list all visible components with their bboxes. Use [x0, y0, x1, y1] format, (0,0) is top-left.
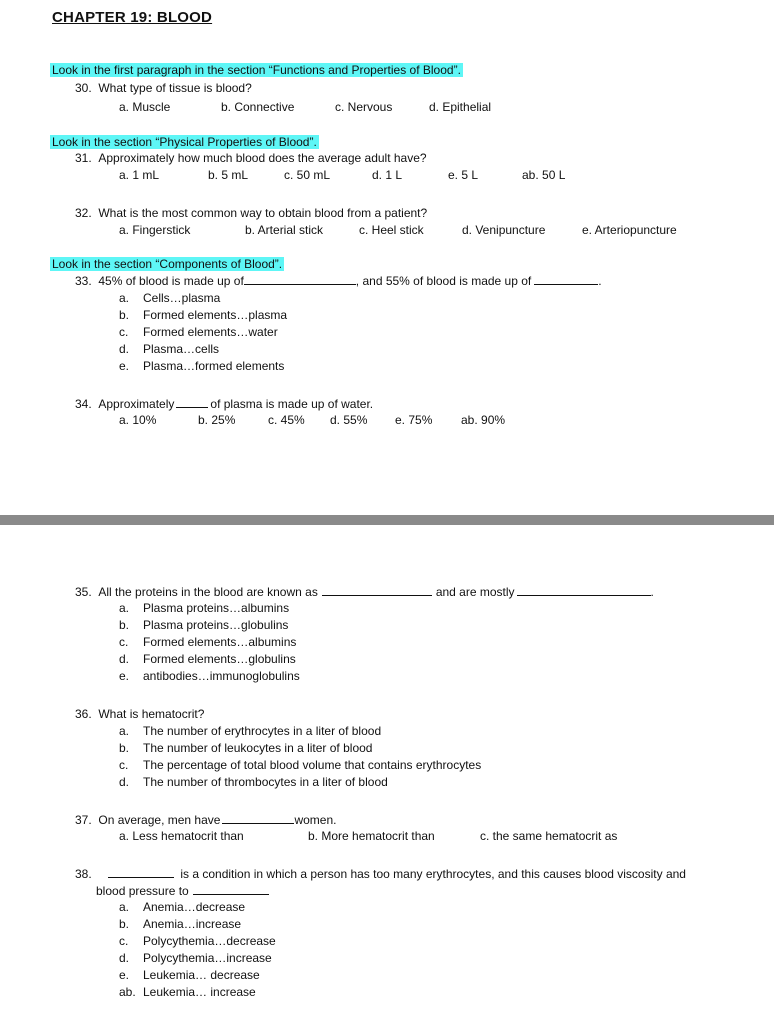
q30-option-b: b. Connective [221, 100, 295, 114]
q31-option-b: b. 5 mL [208, 168, 249, 182]
q32-option-d: d. Venipuncture [462, 223, 546, 237]
answer-blank [517, 584, 651, 596]
q31-option-c: c. 50 mL [284, 168, 331, 182]
q31-option-e: e. 5 L [448, 168, 479, 182]
question-36: 36. What is hematocrit? [75, 707, 205, 721]
answer-blank [244, 273, 356, 285]
q33-option-a: a. Cells…plasma [119, 291, 221, 305]
q35-option-e: e. antibodies…immunoglobulins [119, 669, 300, 683]
question-33: 33. 45% of blood is made up of , and 55% of blood is made up of . [75, 274, 602, 288]
q34-option-c: c. 45% [268, 413, 305, 427]
question-38: 38. is a condition in which a person has too many erythrocytes, and this causes blood viscosity and [75, 867, 686, 881]
q34-option-ab: ab. 90% [461, 413, 506, 427]
q37-option-c: c. the same hematocrit as [480, 829, 618, 843]
answer-blank [108, 866, 174, 878]
q38-option-c: c. Polycythemia…decrease [119, 934, 276, 948]
q30-option-d: d. Epithelial [429, 100, 492, 114]
section-instruction-components: Look in the section “Components of Blood”. [52, 257, 283, 271]
q34-option-a: a. 10% [119, 413, 157, 427]
answer-blank [176, 396, 208, 408]
q35-option-d: d. Formed elements…globulins [119, 652, 296, 666]
q30-option-a: a. Muscle [119, 100, 171, 114]
q35-option-a: a. Plasma proteins…albumins [119, 601, 290, 615]
q31-option-ab: ab. 50 L [522, 168, 566, 182]
q33-option-c: c. Formed elements…water [119, 325, 278, 339]
question-32: 32. What is the most common way to obtain blood from a patient? [75, 206, 428, 220]
q36-option-a: a. The number of erythrocytes in a liter of blood [119, 724, 382, 738]
q38-option-d: d. Polycythemia…increase [119, 951, 272, 965]
question-30: 30. What type of tissue is blood? [75, 81, 252, 95]
q37-option-b: b. More hematocrit than [308, 829, 435, 843]
q32-option-b: b. Arterial stick [245, 223, 324, 237]
q37-option-a: a. Less hematocrit than [119, 829, 244, 843]
q31-option-d: d. 1 L [372, 168, 403, 182]
question-35: 35. All the proteins in the blood are known as and are mostly . [75, 585, 654, 599]
q38-option-e: e. Leukemia… decrease [119, 968, 260, 982]
q33-option-d: d. Plasma…cells [119, 342, 220, 356]
q32-option-a: a. Fingerstick [119, 223, 191, 237]
q34-option-e: e. 75% [395, 413, 433, 427]
q35-option-c: c. Formed elements…albumins [119, 635, 297, 649]
answer-blank [534, 273, 598, 285]
q36-option-c: c. The percentage of total blood volume that contains erythrocytes [119, 758, 482, 772]
q34-option-b: b. 25% [198, 413, 236, 427]
section-instruction-physical: Look in the section “Physical Properties of Blood”. [52, 135, 317, 149]
question-34: 34. Approximately of plasma is made up of water. [75, 397, 374, 411]
question-38-continued: blood pressure to [96, 883, 269, 898]
q31-option-a: a. 1 mL [119, 168, 160, 182]
q38-option-b: b. Anemia…increase [119, 917, 242, 931]
q30-option-c: c. Nervous [335, 100, 393, 114]
q33-option-e: e. Plasma…formed elements [119, 359, 285, 373]
q36-option-b: b. The number of leukocytes in a liter of blood [119, 741, 373, 755]
answer-blank [322, 584, 432, 596]
q38-option-ab: ab. Leukemia… increase [119, 985, 256, 999]
page-title: CHAPTER 19: BLOOD [52, 9, 213, 26]
answer-blank [222, 812, 294, 824]
question-31: 31. Approximately how much blood does the average adult have? [75, 151, 427, 165]
q36-option-d: d. The number of thrombocytes in a liter of blood [119, 775, 388, 789]
q34-option-d: d. 55% [330, 413, 368, 427]
answer-blank [193, 883, 269, 895]
q35-option-b: b. Plasma proteins…globulins [119, 618, 289, 632]
section-instruction-functions: Look in the first paragraph in the section “Functions and Properties of Blood”. [52, 63, 461, 77]
q32-option-e: e. Arteriopuncture [582, 223, 677, 237]
q38-option-a: a. Anemia…decrease [119, 900, 246, 914]
question-37: 37. On average, men have women. [75, 813, 337, 827]
q32-option-c: c. Heel stick [359, 223, 424, 237]
page-divider [0, 515, 774, 525]
q33-option-b: b. Formed elements…plasma [119, 308, 288, 322]
